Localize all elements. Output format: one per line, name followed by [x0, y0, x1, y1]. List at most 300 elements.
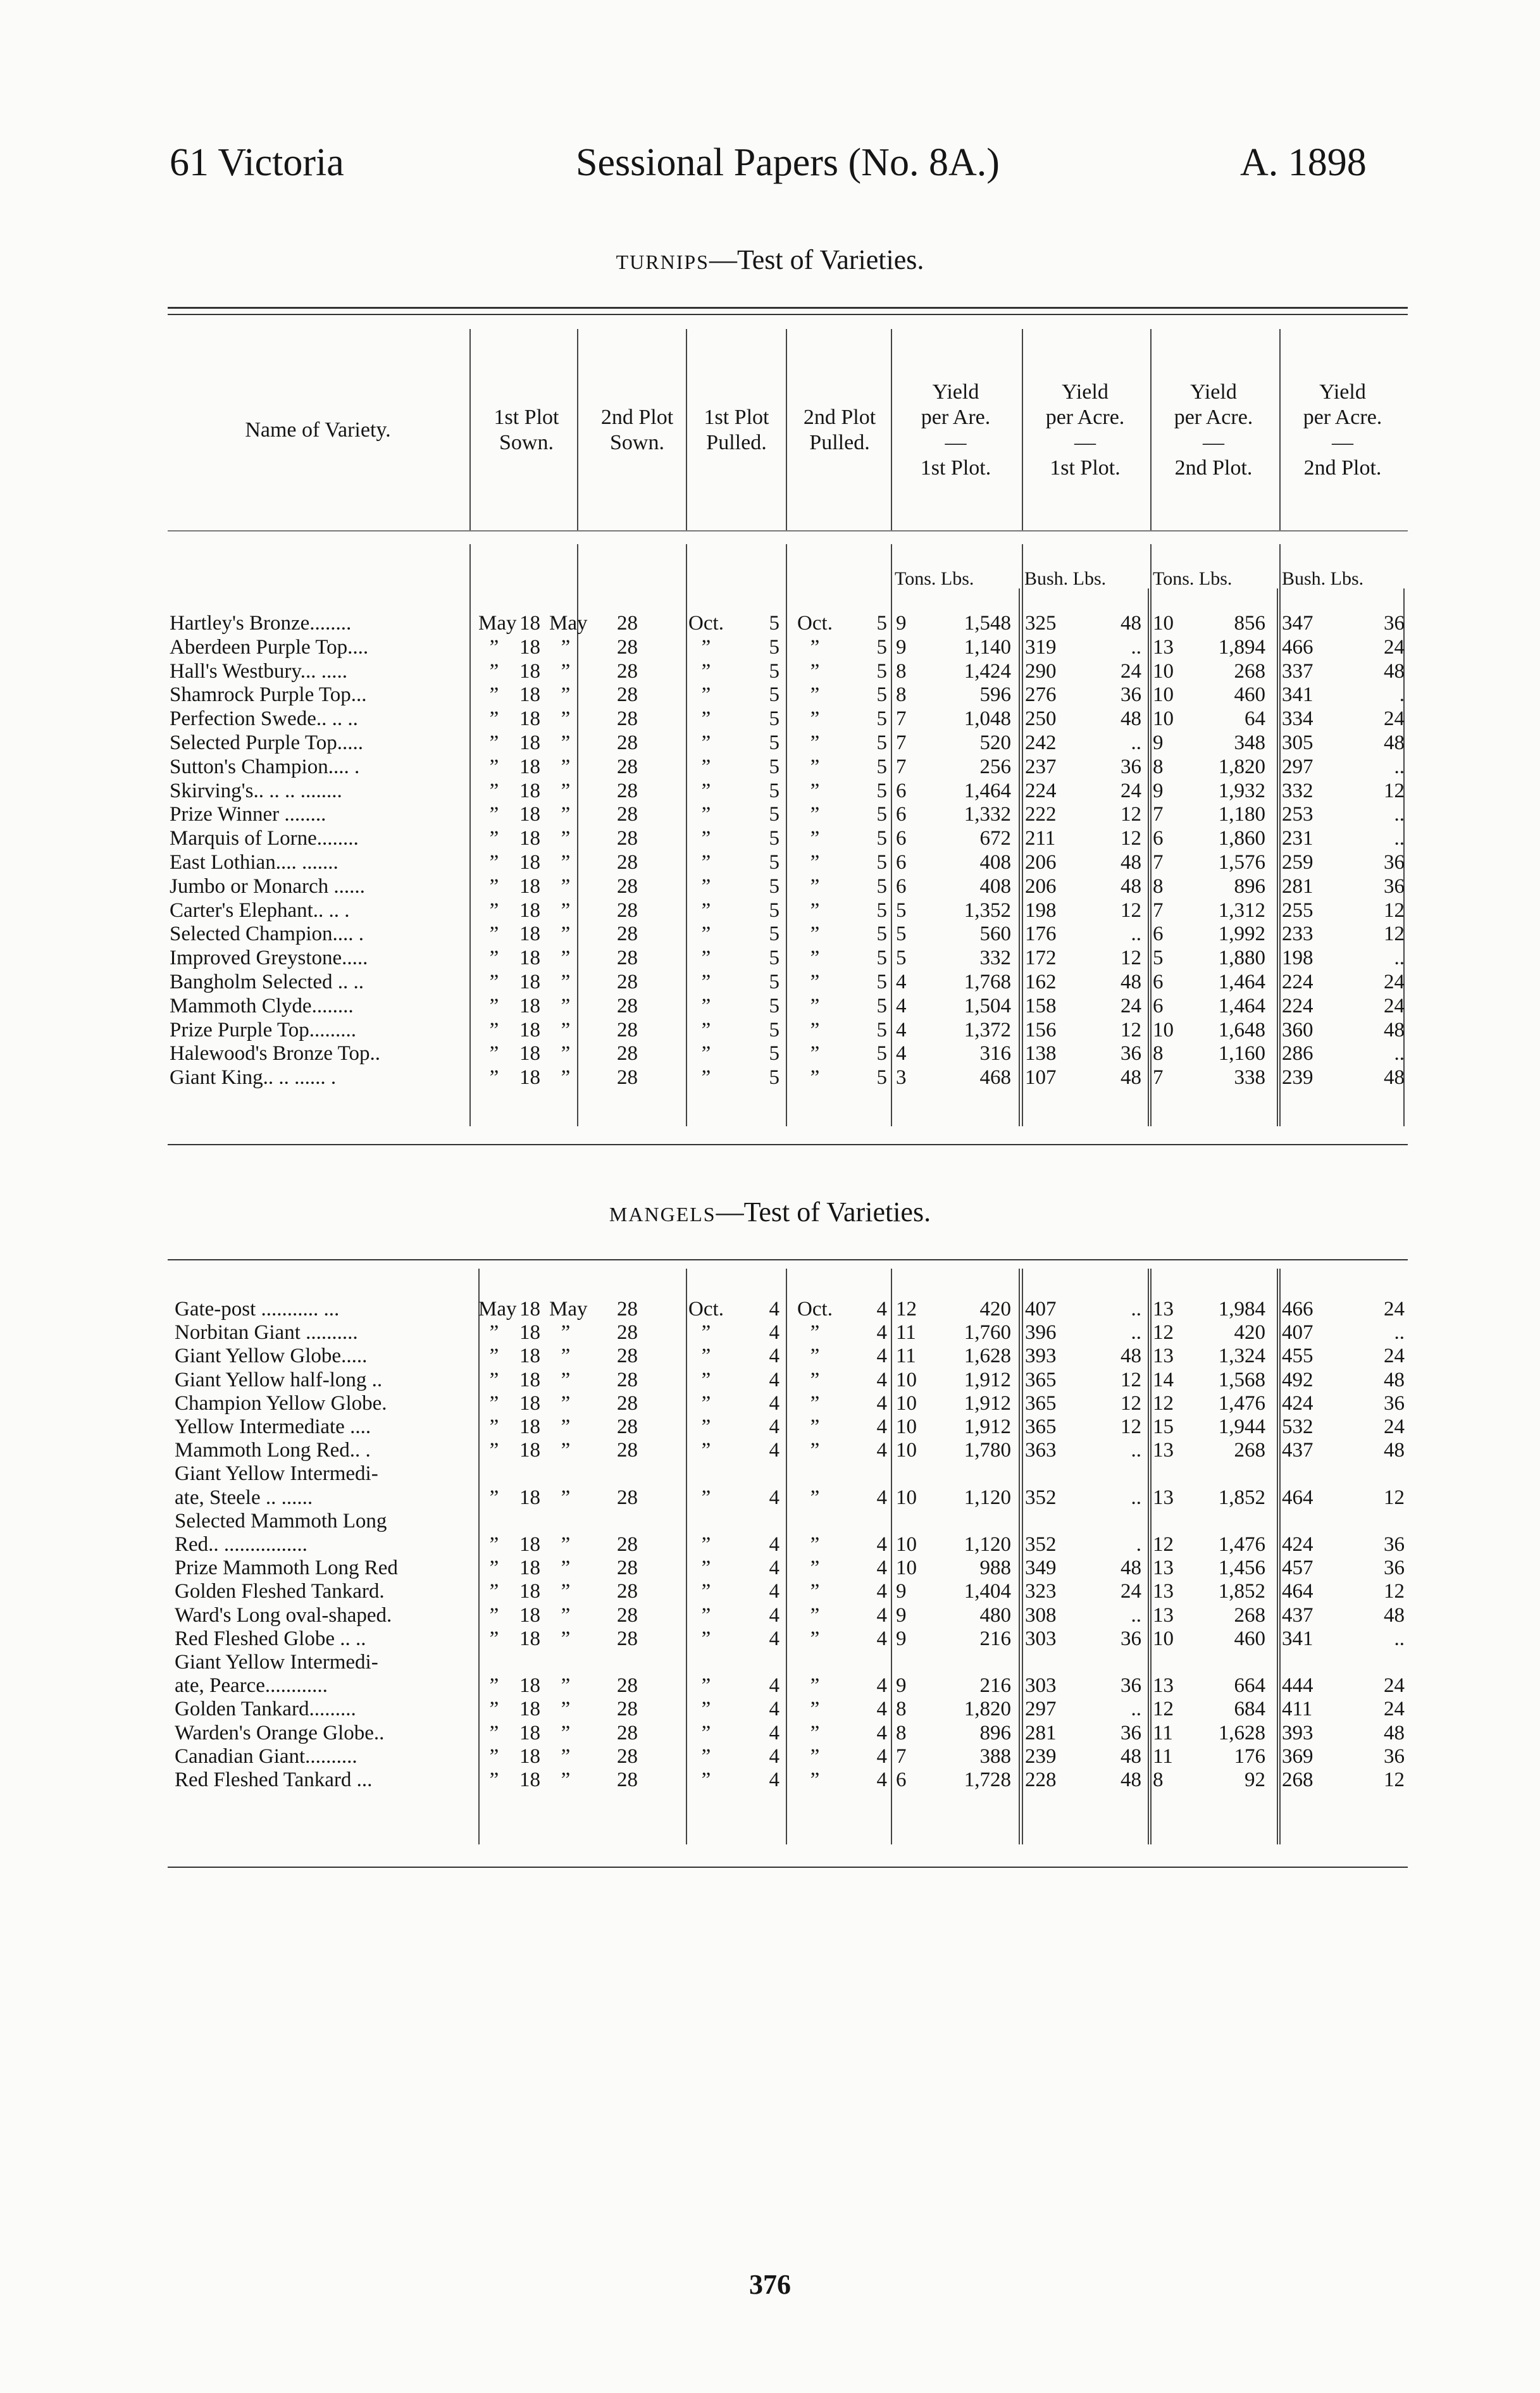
mangel-cell: 4	[769, 1580, 779, 1603]
mangel-cell: 988	[979, 1557, 1011, 1579]
turnip-cell: 24	[1384, 995, 1405, 1017]
mangel-cell: 48	[1121, 1557, 1141, 1579]
mangel-cell: 420	[1234, 1321, 1265, 1344]
turnip-cell: ”	[701, 1066, 711, 1089]
turnip-cell: ”	[810, 660, 820, 683]
units-bush-lbs-1: Bush. Lbs.	[1024, 568, 1107, 589]
mangel-cell: 4	[876, 1533, 887, 1556]
mangel-cell: 48	[1121, 1345, 1141, 1367]
turnip-cell: ”	[701, 780, 711, 802]
turnip-cell: ”	[489, 707, 499, 730]
mangel-cell: 13	[1153, 1674, 1174, 1697]
turnip-cell: ”	[701, 636, 711, 659]
mangel-cell: 36	[1384, 1533, 1405, 1556]
mangel-cell: 18	[519, 1627, 540, 1650]
mangel-cell: 28	[617, 1321, 638, 1344]
mangel-cell: ”	[810, 1580, 820, 1603]
turnip-cell: 338	[1234, 1066, 1265, 1089]
mangel-cell: 281	[1025, 1722, 1057, 1744]
mangel-cell: ..	[1131, 1698, 1141, 1720]
turnip-cell: 5	[876, 660, 887, 683]
mangels-bottom-rule	[168, 1867, 1408, 1868]
turnip-cell: 10	[1153, 707, 1174, 730]
turnip-variety-name: Selected Purple Top.....	[170, 731, 363, 754]
turnip-cell: 5	[769, 731, 779, 754]
turnip-cell: 12	[1121, 947, 1141, 969]
mangel-cell: 303	[1025, 1674, 1057, 1697]
turnip-cell: 36	[1384, 875, 1405, 898]
turnip-cell: 1,820	[1218, 755, 1265, 778]
turnip-cell: 5	[769, 780, 779, 802]
turnip-cell: 305	[1282, 731, 1313, 754]
mangel-cell: 4	[876, 1768, 887, 1791]
turnip-cell: 24	[1121, 780, 1141, 802]
mangel-cell: 18	[519, 1557, 540, 1579]
turnip-cell: 4	[896, 971, 907, 993]
mangel-cell: 411	[1282, 1698, 1313, 1720]
mangel-cell: 460	[1234, 1627, 1265, 1650]
mangel-cell: 10	[896, 1533, 917, 1556]
turnip-cell: ..	[1394, 803, 1405, 826]
turnip-cell: 48	[1384, 660, 1405, 683]
col-y3-line1: Yield	[1190, 380, 1237, 404]
mangel-cell: 15	[1153, 1415, 1174, 1438]
turnip-cell: 48	[1384, 1066, 1405, 1089]
turnip-variety-name: Marquis of Lorne........	[170, 827, 359, 850]
turnip-cell: 1,860	[1218, 827, 1265, 850]
turnip-cell: 5	[769, 683, 779, 706]
turnip-cell: 5	[876, 755, 887, 778]
turnip-cell: ”	[561, 683, 571, 706]
turnip-cell: 48	[1384, 731, 1405, 754]
mangel-variety-name: Giant Yellow Intermedi-	[175, 1651, 378, 1674]
turnip-cell: ”	[810, 851, 820, 874]
mangel-cell: ”	[561, 1369, 571, 1391]
mangel-cell: 4	[769, 1415, 779, 1438]
mangel-cell: ”	[810, 1557, 820, 1579]
turnip-cell: 5	[876, 612, 887, 635]
turnip-cell: 18	[519, 1066, 540, 1089]
mangel-cell: 363	[1025, 1439, 1057, 1462]
turnip-cell: 253	[1282, 803, 1313, 826]
header-left: 61 Victoria	[170, 141, 344, 184]
col-yield-per-acre-1st	[1022, 380, 1148, 481]
turnip-cell: 198	[1282, 947, 1313, 969]
col-y1-dash: —	[945, 431, 967, 454]
turnip-cell: 5	[1153, 947, 1164, 969]
mangel-cell: 393	[1282, 1722, 1313, 1744]
mangel-cell: 437	[1282, 1604, 1313, 1627]
turnip-cell: 48	[1121, 707, 1141, 730]
turnips-top-rule-2	[168, 314, 1408, 315]
turnip-cell: 10	[1153, 1019, 1174, 1041]
turnip-cell: 18	[519, 899, 540, 922]
turnip-cell: 334	[1282, 707, 1313, 730]
turnip-cell: ”	[701, 707, 711, 730]
turnip-cell: 408	[979, 875, 1011, 898]
mangel-cell: ”	[561, 1768, 571, 1791]
mangel-cell: 13	[1153, 1439, 1174, 1462]
turnip-variety-name: Skirving's.. .. .. ........	[170, 780, 342, 802]
mangel-cell: ”	[810, 1604, 820, 1627]
turnip-cell: 5	[769, 971, 779, 993]
mangel-cell: 36	[1384, 1557, 1405, 1579]
turnip-cell: 1,372	[964, 1019, 1011, 1041]
mangel-variety-name: Yellow Intermediate ....	[175, 1415, 371, 1438]
turnip-cell: 18	[519, 995, 540, 1017]
turnip-cell: ”	[489, 683, 499, 706]
mangel-cell: 12	[1121, 1415, 1141, 1438]
mangel-cell: ”	[810, 1486, 820, 1509]
turnips-body-col-rule-6	[1150, 544, 1152, 1126]
mangel-cell: 13	[1153, 1580, 1174, 1603]
turnip-cell: 18	[519, 803, 540, 826]
mangel-cell: 10	[896, 1392, 917, 1415]
turnip-cell: ”	[701, 947, 711, 969]
turnip-cell: 28	[617, 755, 638, 778]
turnip-cell: 5	[769, 803, 779, 826]
turnip-cell: 1,932	[1218, 780, 1265, 802]
turnip-cell: 1,312	[1218, 899, 1265, 922]
turnip-variety-name: Prize Winner ........	[170, 803, 326, 826]
mangel-cell: 1,912	[964, 1415, 1011, 1438]
turnip-cell: ”	[489, 780, 499, 802]
turnip-cell: ”	[701, 995, 711, 1017]
mangel-variety-name: Golden Tankard.........	[175, 1698, 356, 1720]
header-center: Sessional Papers (No. 8A.)	[576, 141, 1000, 184]
turnip-cell: 18	[519, 923, 540, 945]
mangel-cell: 28	[617, 1745, 638, 1768]
mangel-cell: ”	[701, 1486, 711, 1509]
turnip-cell: 36	[1121, 683, 1141, 706]
mangel-cell: 10	[896, 1486, 917, 1509]
turnip-variety-name: Improved Greystone.....	[170, 947, 368, 969]
mangels-value-rule-0	[1019, 1269, 1020, 1844]
mangel-cell: ”	[810, 1627, 820, 1650]
mangel-cell: ”	[701, 1674, 711, 1697]
units-tons-lbs-1: Tons. Lbs.	[895, 568, 974, 589]
mangel-cell: 365	[1025, 1415, 1057, 1438]
turnip-cell: 224	[1282, 995, 1313, 1017]
turnip-cell: 18	[519, 1019, 540, 1041]
turnip-cell: ”	[810, 1042, 820, 1065]
turnip-cell: ”	[810, 683, 820, 706]
turnip-cell: 5	[769, 707, 779, 730]
turnip-cell: 48	[1121, 1066, 1141, 1089]
turnip-cell: 332	[1282, 780, 1313, 802]
col-y4-line1: Yield	[1319, 380, 1366, 404]
turnip-cell: 28	[617, 731, 638, 754]
turnip-cell: 5	[876, 899, 887, 922]
turnip-cell: 5	[769, 755, 779, 778]
turnip-cell: .	[1399, 683, 1405, 706]
mangel-cell: 11	[896, 1345, 916, 1367]
mangel-cell: 6	[896, 1768, 907, 1791]
mangel-cell: 28	[617, 1345, 638, 1367]
mangel-cell: May	[549, 1298, 588, 1321]
mangel-cell: 393	[1025, 1345, 1057, 1367]
turnip-cell: 18	[519, 1042, 540, 1065]
turnip-cell: ”	[561, 1066, 571, 1089]
turnip-cell: ”	[489, 851, 499, 874]
turnip-cell: 18	[519, 827, 540, 850]
turnip-cell: 233	[1282, 923, 1313, 945]
turnip-cell: 460	[1234, 683, 1265, 706]
mangels-col-rule-5	[1150, 1269, 1152, 1844]
turnip-cell: 18	[519, 660, 540, 683]
mangel-cell: ”	[810, 1392, 820, 1415]
turnip-cell: 856	[1234, 612, 1265, 635]
mangel-cell: 424	[1282, 1392, 1313, 1415]
turnip-cell: 8	[1153, 755, 1164, 778]
mangel-variety-name: Canadian Giant..........	[175, 1745, 357, 1768]
turnip-cell: 297	[1282, 755, 1313, 778]
mangel-cell: 1,912	[964, 1369, 1011, 1391]
turnip-cell: 348	[1234, 731, 1265, 754]
turnip-cell: ”	[561, 851, 571, 874]
mangel-cell: 18	[519, 1298, 540, 1321]
mangel-cell: 532	[1282, 1415, 1313, 1438]
mangel-cell: ”	[489, 1698, 499, 1720]
turnips-body-col-rule-3	[786, 544, 787, 1126]
col-y3-line3: 2nd Plot.	[1174, 456, 1253, 480]
mangel-cell: 4	[769, 1392, 779, 1415]
turnip-cell: 5	[769, 636, 779, 659]
turnip-cell: 10	[1153, 612, 1174, 635]
turnip-cell: 5	[769, 612, 779, 635]
mangel-variety-name: Warden's Orange Globe..	[175, 1722, 385, 1744]
turnip-cell: 1,180	[1218, 803, 1265, 826]
mangel-cell: 1,476	[1218, 1392, 1265, 1415]
mangel-cell: 4	[876, 1392, 887, 1415]
mangel-cell: 216	[979, 1674, 1011, 1697]
turnip-cell: ”	[810, 947, 820, 969]
mangel-cell: ”	[701, 1345, 711, 1367]
turnip-cell: ”	[489, 1042, 499, 1065]
turnip-cell: ”	[561, 636, 571, 659]
turnip-variety-name: Aberdeen Purple Top....	[170, 636, 369, 659]
mangel-cell: ”	[489, 1674, 499, 1697]
mangel-cell: 1,912	[964, 1392, 1011, 1415]
turnip-cell: 596	[979, 683, 1011, 706]
turnips-body-col-rule-5	[1022, 544, 1023, 1126]
mangel-cell: 1,944	[1218, 1415, 1265, 1438]
turnip-cell: 224	[1282, 971, 1313, 993]
turnip-cell: ”	[489, 971, 499, 993]
mangel-variety-name: Champion Yellow Globe.	[175, 1392, 387, 1415]
turnip-cell: 176	[1025, 923, 1057, 945]
turnip-cell: 18	[519, 636, 540, 659]
turnip-cell: 5	[769, 1066, 779, 1089]
mangel-cell: 36	[1121, 1674, 1141, 1697]
mangel-cell: ”	[701, 1415, 711, 1438]
mangel-cell: 4	[876, 1439, 887, 1462]
mangel-cell: 664	[1234, 1674, 1265, 1697]
mangel-cell: ”	[561, 1557, 571, 1579]
mangel-cell: ”	[489, 1722, 499, 1744]
mangel-cell: 48	[1384, 1722, 1405, 1744]
mangel-cell: 12	[1153, 1698, 1174, 1720]
turnip-cell: ”	[489, 947, 499, 969]
mangel-cell: 1,780	[964, 1439, 1011, 1462]
mangel-cell: ”	[701, 1698, 711, 1720]
mangel-variety-name: ate, Steele .. ......	[175, 1486, 313, 1509]
col-1st-plot-pulled-line1: 1st Plot	[704, 406, 769, 429]
turnip-variety-name: Shamrock Purple Top...	[170, 683, 367, 706]
turnip-cell: 1,140	[964, 636, 1011, 659]
turnip-cell: 5	[876, 875, 887, 898]
turnip-cell: ”	[701, 875, 711, 898]
turnip-cell: ”	[810, 731, 820, 754]
turnip-cell: 28	[617, 1042, 638, 1065]
turnip-cell: 206	[1025, 851, 1057, 874]
turnip-cell: 9	[896, 636, 907, 659]
mangel-cell: 4	[876, 1604, 887, 1627]
turnip-variety-name: Jumbo or Monarch ......	[170, 875, 365, 898]
turnip-cell: ..	[1131, 636, 1141, 659]
turnip-cell: ”	[701, 899, 711, 922]
mangel-variety-name: Selected Mammoth Long	[175, 1510, 387, 1532]
turnip-cell: 1,548	[964, 612, 1011, 635]
turnip-cell: 48	[1384, 1019, 1405, 1041]
turnip-cell: ”	[561, 899, 571, 922]
mangel-cell: 437	[1282, 1439, 1313, 1462]
mangel-cell: Oct.	[688, 1298, 724, 1321]
mangel-cell: ”	[489, 1369, 499, 1391]
mangel-cell: 12	[1121, 1392, 1141, 1415]
mangel-cell: 4	[769, 1533, 779, 1556]
turnip-cell: 28	[617, 707, 638, 730]
turnip-variety-name: Bangholm Selected .. ..	[170, 971, 364, 993]
mangels-value-rule-2	[1277, 1269, 1278, 1844]
mangel-cell: ”	[561, 1415, 571, 1438]
turnip-cell: 36	[1384, 851, 1405, 874]
turnips-title-caps: TURNIPS	[616, 251, 709, 273]
turnip-cell: ”	[561, 731, 571, 754]
mangel-cell: 12	[896, 1298, 917, 1321]
turnip-cell: 5	[769, 947, 779, 969]
mangel-cell: 239	[1025, 1745, 1057, 1768]
mangel-cell: ..	[1131, 1321, 1141, 1344]
mangel-variety-name: Golden Fleshed Tankard.	[175, 1580, 385, 1603]
mangel-cell: 28	[617, 1768, 638, 1791]
mangel-variety-name: Mammoth Long Red.. .	[175, 1439, 371, 1462]
turnips-header-rule	[168, 530, 1408, 531]
mangel-cell: 28	[617, 1627, 638, 1650]
turnip-cell: ”	[561, 875, 571, 898]
mangel-cell: 455	[1282, 1345, 1313, 1367]
mangel-cell: ”	[810, 1722, 820, 1744]
mangel-cell: 18	[519, 1486, 540, 1509]
turnip-cell: ”	[701, 755, 711, 778]
mangel-cell: 4	[769, 1768, 779, 1791]
turnip-cell: ..	[1394, 755, 1405, 778]
turnip-cell: ”	[489, 803, 499, 826]
mangel-cell: 12	[1153, 1392, 1174, 1415]
turnip-cell: 5	[876, 707, 887, 730]
mangel-cell: 18	[519, 1321, 540, 1344]
mangel-cell: 13	[1153, 1604, 1174, 1627]
turnip-cell: 24	[1121, 660, 1141, 683]
turnip-cell: 256	[979, 755, 1011, 778]
turnip-cell: 12	[1121, 803, 1141, 826]
col-y1-line3: 1st Plot.	[920, 456, 991, 480]
turnip-cell: 5	[896, 899, 907, 922]
turnip-cell: 18	[519, 875, 540, 898]
turnip-cell: 1,768	[964, 971, 1011, 993]
mangel-cell: 18	[519, 1392, 540, 1415]
turnip-cell: ”	[489, 899, 499, 922]
mangel-cell: 9	[896, 1627, 907, 1650]
col-2nd-plot-sown-line1: 2nd Plot	[600, 406, 674, 429]
mangel-cell: 8	[896, 1722, 907, 1744]
mangel-cell: 9	[896, 1580, 907, 1603]
turnip-cell: 5	[769, 851, 779, 874]
turnip-variety-name: Hartley's Bronze........	[170, 612, 352, 635]
mangels-value-rule-1	[1148, 1269, 1149, 1844]
mangel-cell: ”	[489, 1486, 499, 1509]
mangel-cell: ”	[561, 1345, 571, 1367]
turnip-cell: ”	[489, 636, 499, 659]
mangels-col-rule-2	[786, 1269, 787, 1844]
col-y4-line2: per Acre.	[1303, 406, 1382, 429]
turnip-cell: ”	[701, 1042, 711, 1065]
mangel-cell: 396	[1025, 1321, 1057, 1344]
turnips-top-rule	[168, 307, 1408, 309]
turnip-cell: 5	[876, 731, 887, 754]
mangel-cell: ”	[561, 1722, 571, 1744]
turnip-cell: May	[478, 612, 517, 635]
turnip-cell: 206	[1025, 875, 1057, 898]
turnips-value-rule-0	[1019, 588, 1020, 1126]
mangel-cell: 18	[519, 1604, 540, 1627]
mangel-cell: 28	[617, 1580, 638, 1603]
col-yield-bush-2nd	[1279, 380, 1406, 481]
col-2nd-plot-sown	[577, 405, 697, 456]
mangel-cell: 28	[617, 1722, 638, 1744]
turnip-cell: 268	[1234, 660, 1265, 683]
turnip-cell: 18	[519, 947, 540, 969]
mangel-cell: 4	[769, 1745, 779, 1768]
turnip-cell: 12	[1121, 827, 1141, 850]
turnip-cell: 107	[1025, 1066, 1057, 1089]
mangel-cell: ”	[701, 1722, 711, 1744]
col-y3-line2: per Acre.	[1174, 406, 1253, 429]
mangel-cell: 12	[1384, 1486, 1405, 1509]
mangel-cell: 4	[876, 1345, 887, 1367]
mangel-cell: ”	[561, 1580, 571, 1603]
col-y1-line2: per Are.	[921, 406, 991, 429]
turnip-cell: 1,332	[964, 803, 1011, 826]
col-2nd-plot-pulled	[786, 405, 893, 456]
turnip-cell: 211	[1025, 827, 1056, 850]
mangel-cell: ..	[1394, 1321, 1405, 1344]
turnip-cell: 198	[1025, 899, 1057, 922]
turnip-cell: 5	[876, 923, 887, 945]
mangel-cell: 36	[1384, 1745, 1405, 1768]
turnip-cell: 8	[1153, 875, 1164, 898]
turnip-cell: 286	[1282, 1042, 1313, 1065]
page-number: 376	[749, 2269, 791, 2300]
turnip-cell: 347	[1282, 612, 1313, 635]
mangel-cell: ..	[1131, 1439, 1141, 1462]
turnip-cell: ”	[489, 755, 499, 778]
mangels-title-rest: —Test of Varieties.	[716, 1196, 931, 1228]
turnip-cell: 28	[617, 683, 638, 706]
turnip-cell: 18	[519, 780, 540, 802]
turnip-cell: 13	[1153, 636, 1174, 659]
mangel-cell: 48	[1384, 1369, 1405, 1391]
